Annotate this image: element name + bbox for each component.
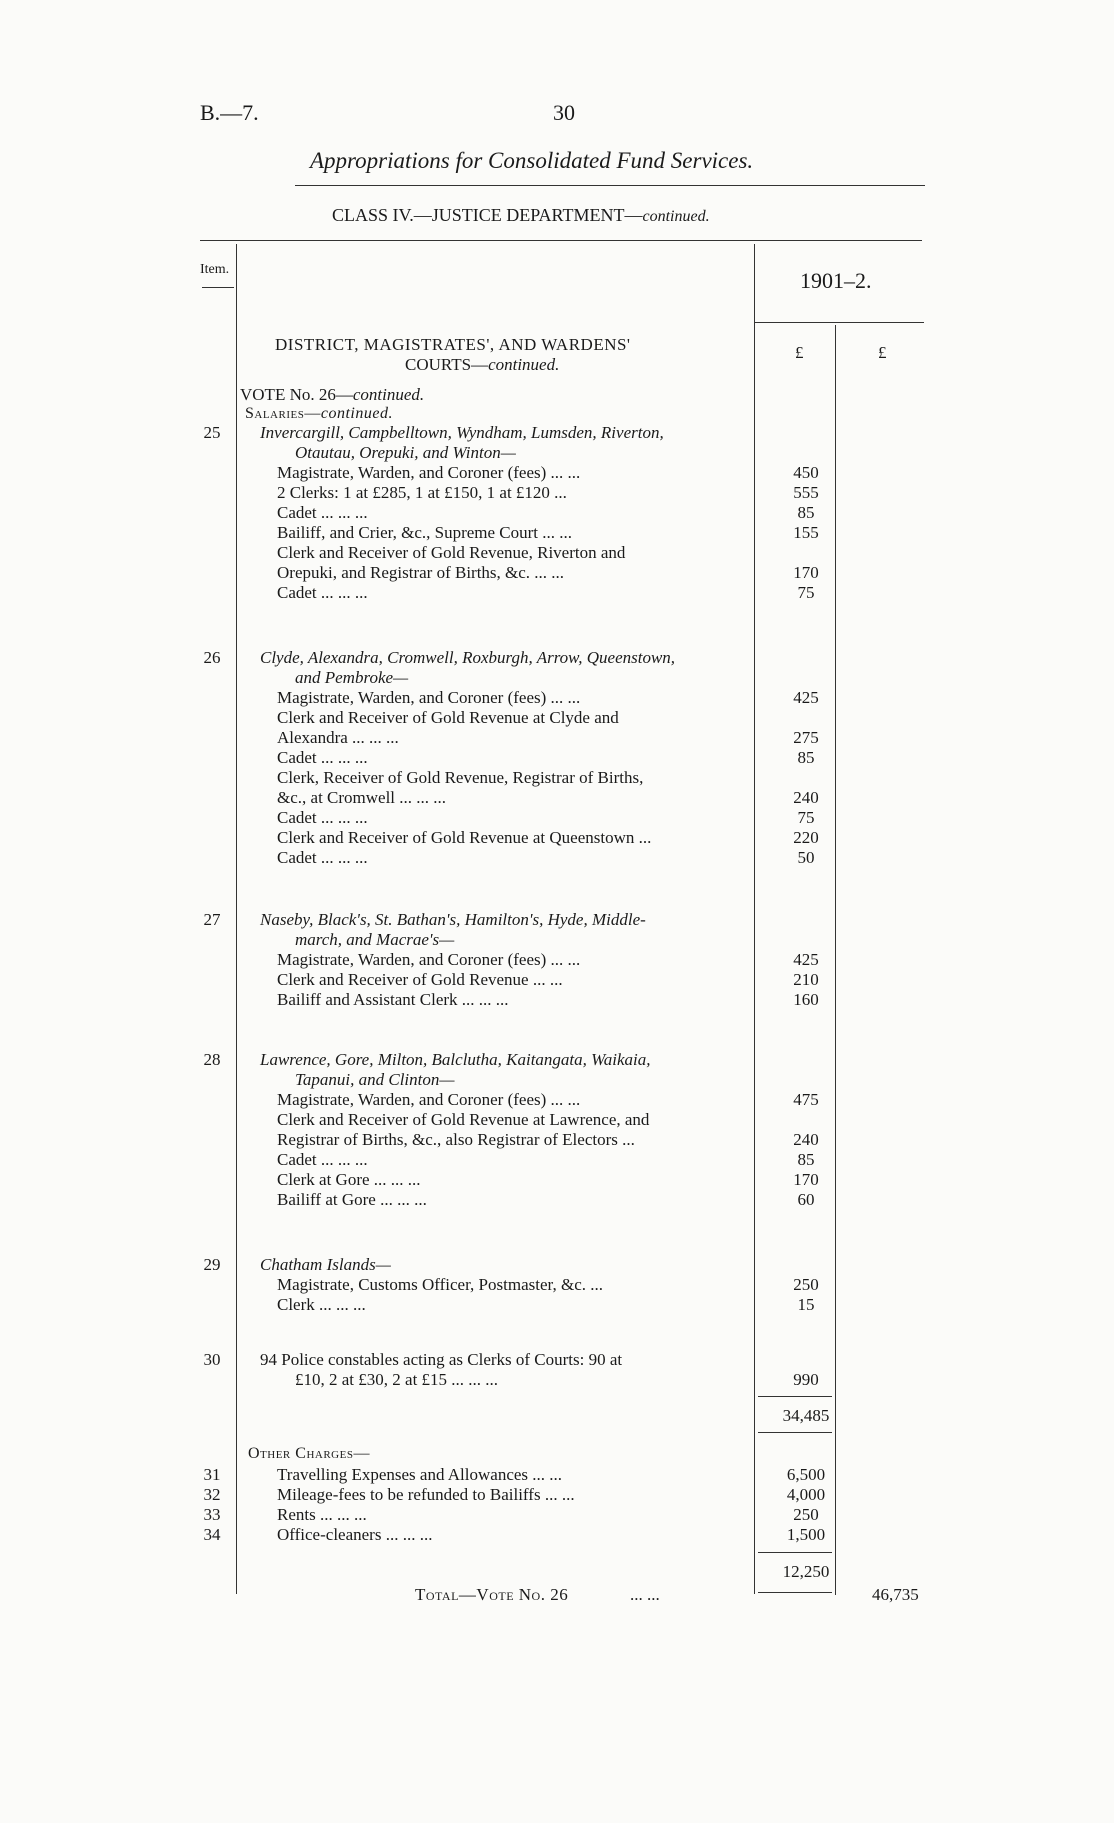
line-item-amount: 450 xyxy=(793,463,819,482)
line-item-text: &c., at Cromwell ... ... ... xyxy=(277,788,447,807)
subtotal-rule xyxy=(758,1396,832,1397)
line-item-amount: 425 xyxy=(793,688,819,707)
line-item-amount: 240 xyxy=(793,788,819,807)
line-item-amount: 60 xyxy=(797,1190,815,1209)
item-header-rule xyxy=(202,287,234,288)
place-names: Lawrence, Gore, Milton, Balclutha, Kaitangata, Waikaia, xyxy=(260,1050,651,1069)
line-item-text: Clerk at Gore ... ... ... xyxy=(277,1170,421,1189)
line-item-text: Magistrate, Warden, and Coroner (fees) ... ... xyxy=(277,463,581,482)
class-heading-text: CLASS IV.—JUSTICE DEPARTMENT— xyxy=(332,205,643,225)
line-item-amount: 425 xyxy=(793,950,819,969)
line-item-amount: 1,500 xyxy=(786,1525,826,1544)
line-item-amount: 85 xyxy=(797,1150,815,1169)
line-item-amount: 85 xyxy=(797,503,815,522)
line-item-text: Registrar of Births, &c., also Registrar of Electors ... xyxy=(277,1130,635,1149)
line-item-text: Office-cleaners ... ... ... xyxy=(277,1525,433,1544)
line-item-text: Cadet ... ... ... xyxy=(277,1150,368,1169)
salaries-heading-text: Salaries— xyxy=(245,405,321,422)
item-number: 28 xyxy=(203,1050,221,1069)
class-heading xyxy=(332,205,710,226)
section-heading: DISTRICT, MAGISTRATES', AND WARDENS' xyxy=(275,335,631,354)
line-item-amount: 220 xyxy=(793,828,819,847)
line-item-text: Magistrate, Customs Officer, Postmaster, &c. ... xyxy=(277,1275,603,1294)
section-heading-continued xyxy=(405,355,559,375)
line-item-amount: 555 xyxy=(793,483,819,502)
vote-heading-continued: continued. xyxy=(352,385,425,404)
page-number: 30 xyxy=(553,100,575,125)
line-item-amount: 475 xyxy=(793,1090,819,1109)
line-item-text: Magistrate, Warden, and Coroner (fees) ... ... xyxy=(277,950,581,969)
line-item-text: Cadet ... ... ... xyxy=(277,848,368,867)
col1-unit: £ xyxy=(795,343,804,362)
line-item-text: Clerk and Receiver of Gold Revenue at Lawrence, and xyxy=(277,1110,650,1129)
total-amount: 46,735 xyxy=(872,1585,919,1604)
place-names: Naseby, Black's, St. Bathan's, Hamilton's, Hyde, Middle- xyxy=(260,910,646,929)
year-header-rule xyxy=(754,322,924,323)
line-item-text: 2 Clerks: 1 at £285, 1 at £150, 1 at £120 ... xyxy=(277,483,567,502)
place-names-cont: Tapanui, and Clinton— xyxy=(295,1070,455,1089)
line-item-amount: 210 xyxy=(793,970,819,989)
line-item-amount: 275 xyxy=(793,728,819,747)
line-item-text: Clerk and Receiver of Gold Revenue, Riverton and xyxy=(277,543,626,562)
total-rule xyxy=(758,1592,832,1593)
item-column-header: Item. xyxy=(200,262,230,277)
line-item-text: Clerk ... ... ... xyxy=(277,1295,366,1314)
line-item-text: £10, 2 at £30, 2 at £15 ... ... ... xyxy=(295,1370,499,1389)
class-heading-continued: continued. xyxy=(642,208,710,225)
line-item-text: Bailiff at Gore ... ... ... xyxy=(277,1190,427,1209)
item-number: 32 xyxy=(203,1485,221,1504)
line-item-text: Clerk and Receiver of Gold Revenue ... ... xyxy=(277,970,563,989)
salaries-heading-continued: continued. xyxy=(320,405,393,422)
line-item-text: Cadet ... ... ... xyxy=(277,503,368,522)
table-top-rule xyxy=(200,240,922,241)
col2-unit: £ xyxy=(878,343,887,362)
item-number: 34 xyxy=(203,1525,221,1544)
line-item-text: Orepuki, and Registrar of Births, &c. ... ... xyxy=(277,563,565,582)
item-number: 29 xyxy=(203,1255,221,1274)
line-item-text: Mileage-fees to be refunded to Bailiffs ... ... xyxy=(277,1485,575,1504)
total-label: Total—Vote No. 26 xyxy=(415,1585,569,1604)
title-rule xyxy=(295,185,925,186)
line-item-text: Travelling Expenses and Allowances ... ... xyxy=(277,1465,563,1484)
line-item-amount: 75 xyxy=(797,808,815,827)
line-item-text: Rents ... ... ... xyxy=(277,1505,367,1524)
item-number: 25 xyxy=(203,423,221,442)
item-number: 30 xyxy=(203,1350,221,1369)
line-item-text: Bailiff and Assistant Clerk ... ... ... xyxy=(277,990,509,1009)
line-item-amount: 160 xyxy=(793,990,819,1009)
line-item-text: Cadet ... ... ... xyxy=(277,808,368,827)
line-item-text: Cadet ... ... ... xyxy=(277,748,368,767)
item-column-divider xyxy=(236,244,237,1594)
line-item-text: Alexandra ... ... ... xyxy=(277,728,399,747)
year-header: 1901–2. xyxy=(800,268,872,293)
line-item-text: Magistrate, Warden, and Coroner (fees) ... ... xyxy=(277,1090,581,1109)
document-reference: B.—7. xyxy=(200,100,259,125)
other-charges-heading: Other Charges— xyxy=(248,1445,370,1462)
line-item-amount: 50 xyxy=(797,848,815,867)
line-item-text: Clerk, Receiver of Gold Revenue, Registrar of Births, xyxy=(277,768,644,787)
line-item-amount: 240 xyxy=(793,1130,819,1149)
line-item-amount: 85 xyxy=(797,748,815,767)
page-title: Appropriations for Consolidated Fund Services. xyxy=(310,148,754,173)
line-item-amount: 4,000 xyxy=(786,1485,826,1504)
line-item-text: Cadet ... ... ... xyxy=(277,583,368,602)
other-charges-subtotal: 12,250 xyxy=(782,1562,830,1581)
section-heading-continued-word: continued. xyxy=(488,355,560,374)
place-names-cont: march, and Macrae's— xyxy=(295,930,455,949)
vote-heading-text: VOTE No. 26— xyxy=(240,385,353,404)
vote-heading xyxy=(240,385,424,405)
line-item-amount: 170 xyxy=(793,1170,819,1189)
line-item-text: Clerk and Receiver of Gold Revenue at Clyde and xyxy=(277,708,619,727)
place-names: Invercargill, Campbelltown, Wyndham, Lumsden, Riverton, xyxy=(260,423,664,442)
item-number: 31 xyxy=(203,1465,221,1484)
line-item-amount: 250 xyxy=(793,1275,819,1294)
salaries-heading xyxy=(245,405,393,423)
line-item-amount: 75 xyxy=(797,583,815,602)
line-item-amount: 170 xyxy=(793,563,819,582)
item-number: 26 xyxy=(203,648,221,667)
subtotal-rule xyxy=(758,1552,832,1553)
place-names: Chatham Islands— xyxy=(260,1255,391,1274)
section-heading-courts: COURTS— xyxy=(405,355,489,374)
line-item-text: Clerk and Receiver of Gold Revenue at Queenstown ... xyxy=(277,828,652,847)
place-names: Clyde, Alexandra, Cromwell, Roxburgh, Arrow, Queenstown, xyxy=(260,648,676,667)
place-names-cont: and Pembroke— xyxy=(295,668,409,687)
line-item-text: 94 Police constables acting as Clerks of Courts: 90 at xyxy=(260,1350,623,1369)
line-item-text: Magistrate, Warden, and Coroner (fees) ... ... xyxy=(277,688,581,707)
total-leader-dots: ... ... xyxy=(630,1585,660,1604)
line-item-amount: 250 xyxy=(793,1505,819,1524)
item-number: 27 xyxy=(203,910,221,929)
line-item-amount: 155 xyxy=(793,523,819,542)
salaries-subtotal: 34,485 xyxy=(782,1406,830,1425)
line-item-amount: 990 xyxy=(793,1370,819,1389)
item-number: 33 xyxy=(203,1505,221,1524)
line-item-text: Bailiff, and Crier, &c., Supreme Court ... ... xyxy=(277,523,573,542)
line-item-amount: 6,500 xyxy=(786,1465,826,1484)
line-item-amount: 15 xyxy=(797,1295,815,1314)
amount-column-divider xyxy=(754,244,755,1594)
place-names-cont: Otautau, Orepuki, and Winton— xyxy=(295,443,516,462)
subtotal-rule xyxy=(758,1432,832,1433)
